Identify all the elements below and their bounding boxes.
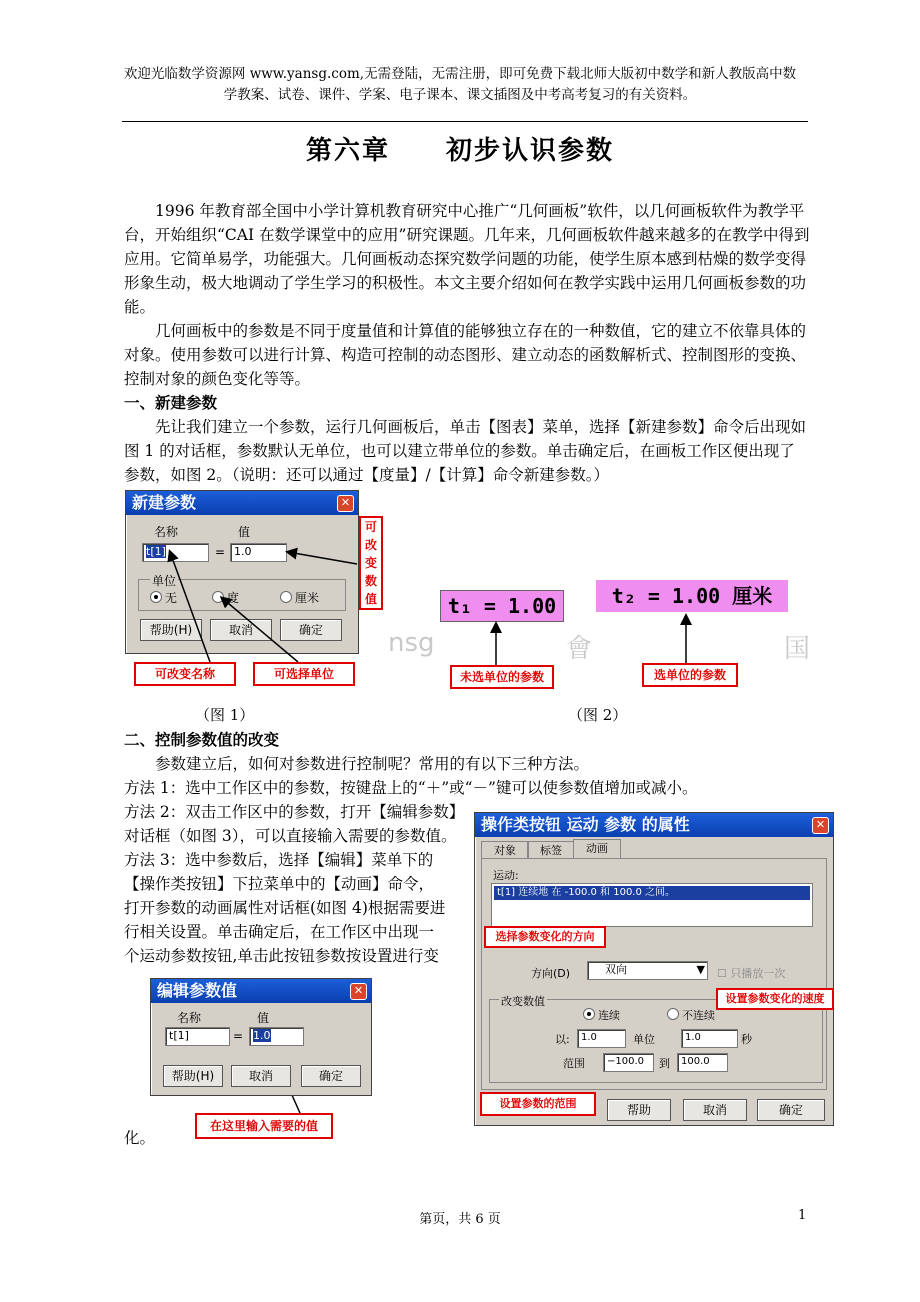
header-line-2: 学教案、试卷、课件、学案、电子课本、课文插图及中考高考复习的有关资料。 xyxy=(223,87,697,103)
close-icon[interactable]: ✕ xyxy=(350,983,367,1000)
method-2-line-2: 对话框（如图 3），可以直接输入需要的参数值。 xyxy=(124,827,457,845)
close-icon[interactable]: ✕ xyxy=(812,817,829,834)
dialog-title: 编辑参数值 xyxy=(157,981,238,1000)
change-value-label: 改变数值 xyxy=(501,995,545,1008)
note-choose-unit: 可选择单位 xyxy=(253,662,355,686)
section-1-paragraph: 先让我们建立一个参数，运行几何画板后，单击【图表】菜单，选择【新建参数】命令后出现如图 1 的对话框，参数默认无单位，也可以建立带单位的参数。单击确定后，在画板工作区便出现了参数，如图 2。（说明：还可以通过【度量】/【计算】命令新建参数。） xyxy=(124,418,807,484)
parameter-t1[interactable]: t₁ = 1.00 xyxy=(440,590,564,622)
equals-sign: = xyxy=(233,1029,244,1043)
equals-sign: = xyxy=(215,545,226,559)
direction-label: 方向(D) xyxy=(531,967,571,980)
name-label: 名称 xyxy=(177,1011,202,1025)
help-button[interactable]: 帮助(H) xyxy=(140,619,202,641)
note-unit-param: 选单位的参数 xyxy=(642,663,738,687)
value-input[interactable]: 1.0 xyxy=(249,1027,304,1046)
change-value-group xyxy=(489,999,823,1083)
method-3-line-1: 方法 3：选中参数后，选择【编辑】菜单下的 xyxy=(124,851,434,869)
section-2-heading: 二、控制参数值的改变 xyxy=(124,730,280,749)
ok-button[interactable]: 确定 xyxy=(757,1099,825,1121)
method-3-line-4: 行相关设置。单击确定后，在工作区中出现一 xyxy=(124,923,435,941)
method-3-line-2: 【操作类按钮】下拉菜单中的【动画】命令， xyxy=(124,875,435,893)
edit-parameter-dialog xyxy=(150,978,372,1096)
name-input[interactable]: t[1] xyxy=(142,543,209,562)
watermark-fragment-3: 国 xyxy=(784,634,811,664)
direction-select[interactable]: 双向 ▼ xyxy=(587,961,708,980)
method-3-line-3: 打开参数的动画属性对话框(如图 4)根据需要进 xyxy=(124,899,446,917)
seconds-label: 秒 xyxy=(741,1033,752,1046)
method-3-line-6: 化。 xyxy=(124,1129,156,1147)
dialog-titlebar xyxy=(151,979,371,1003)
continuous-radio[interactable]: 连续 xyxy=(583,1007,620,1023)
figure-2-caption: （图 2） xyxy=(568,706,628,724)
close-icon[interactable]: ✕ xyxy=(337,495,354,512)
note-change-name: 可改变名称 xyxy=(134,662,236,686)
intro-paragraph-2: 几何画板中的参数是不同于度量值和计算值的能够独立存在的一种数值，它的建立不依靠具体的对象。使用参数可以进行计算、构造可控制的动态图形、建立动态的函数解析式、控制图形的变换、控制对象的颜色变化等等。 xyxy=(124,322,807,388)
note-speed: 设置参数变化的速度 xyxy=(716,988,834,1010)
unit-label: 单位 xyxy=(633,1033,655,1046)
name-input[interactable]: t[1] xyxy=(165,1027,230,1046)
chapter-number: 第六章 xyxy=(305,136,390,166)
value-label: 值 xyxy=(238,525,251,539)
footer-page-number: 1 xyxy=(798,1208,807,1223)
watermark-fragment-2: 會 xyxy=(566,634,593,664)
range-to-input[interactable]: 100.0 xyxy=(677,1053,728,1072)
cancel-button[interactable]: 取消 xyxy=(231,1065,291,1087)
unit-label: 单位 xyxy=(152,574,177,588)
unit-input[interactable]: 1.0 xyxy=(681,1029,738,1048)
tab-label[interactable]: 标签 xyxy=(527,841,575,858)
motion-label: 运动: xyxy=(493,869,519,882)
section-2-intro: 参数建立后，如何对参数进行控制呢？常用的有以下三种方法。 xyxy=(155,755,590,773)
note-direction: 选择参数变化的方向 xyxy=(484,926,606,948)
discontinuous-radio[interactable]: 不连续 xyxy=(667,1007,715,1023)
note-no-unit-param: 未选单位的参数 xyxy=(450,665,554,689)
range-label: 范围 xyxy=(563,1057,585,1070)
header-line-1: 欢迎光临数学资源网 www.yansg.com,无需登陆，无需注册，即可免费下载北师大版初中数学和新人教版高中数 xyxy=(123,66,797,82)
cancel-button[interactable]: 取消 xyxy=(683,1099,747,1121)
help-button[interactable]: 帮助 xyxy=(607,1099,671,1121)
rate-label: 以: xyxy=(555,1033,570,1046)
value-label: 值 xyxy=(257,1011,270,1025)
watermark-fragment-1: nsg xyxy=(388,628,435,658)
section-1-heading: 一、新建参数 xyxy=(124,393,218,412)
rate-input[interactable]: 1.0 xyxy=(577,1029,626,1048)
method-3-line-5: 个运动参数按钮,单击此按钮参数按设置进行变 xyxy=(124,947,439,965)
tab-animation[interactable]: 动画 xyxy=(573,839,621,859)
chapter-name: 初步认识参数 xyxy=(446,136,615,166)
intro-paragraph-1: 1996 年教育部全国中小学计算机教育研究中心推广“几何画板”软件，以几何画板软件为教学平台，开始组织“CAI 在数学课堂中的应用”研究课题。几年来，几何画板软件越来越多的在教学中得到应用。它简单易学，功能强大。几何画板动态探究数学问题的功能，使学生原本感到枯燥的数学变得形象生动，极大地调动了学生学习的积极性。本文主要介绍如何在教学实践中运用几何画板参数的功能。 xyxy=(124,202,810,316)
ok-button[interactable]: 确定 xyxy=(301,1065,361,1087)
dialog-title: 操作类按钮 运动 参数 的属性 xyxy=(481,815,690,834)
figure-1-caption: （图 1） xyxy=(195,706,255,724)
play-once-checkbox[interactable]: ☐ 只播放一次 xyxy=(717,967,786,980)
parameter-t2[interactable]: t₂ = 1.00 厘米 xyxy=(596,580,788,612)
value-input[interactable]: 1.0 xyxy=(230,543,287,562)
help-button[interactable]: 帮助(H) xyxy=(163,1065,223,1087)
method-2-line-1: 方法 2：双击工作区中的参数，打开【编辑参数】 xyxy=(124,803,465,821)
dialog-titlebar xyxy=(475,813,833,837)
animation-properties-dialog xyxy=(474,812,834,1126)
motion-list[interactable] xyxy=(491,883,813,927)
note-change-value: 可改变数值 xyxy=(359,516,383,610)
footer-page-info: 第页，共 6 页 xyxy=(419,1212,501,1227)
range-to-label: 到 xyxy=(659,1057,670,1070)
dialog-title: 新建参数 xyxy=(132,493,197,512)
range-from-input[interactable]: −100.0 xyxy=(603,1053,654,1072)
chevron-down-icon: ▼ xyxy=(696,963,705,976)
motion-list-item[interactable]: t[1] 连续地 在 -100.0 和 100.0 之间。 xyxy=(494,886,810,900)
note-range: 设置参数的范围 xyxy=(480,1092,596,1116)
unit-degree-radio[interactable]: 度 xyxy=(212,589,239,606)
method-1: 方法 1：选中工作区中的参数，按键盘上的“＋”或“－”键可以使参数值增加或减小。 xyxy=(124,779,698,797)
note-enter-value: 在这里输入需要的值 xyxy=(195,1113,333,1139)
ok-button[interactable]: 确定 xyxy=(280,619,342,641)
name-label: 名称 xyxy=(154,525,179,539)
unit-cm-radio[interactable]: 厘米 xyxy=(280,589,319,606)
unit-none-radio[interactable]: 无 xyxy=(150,589,177,606)
tab-object[interactable]: 对象 xyxy=(481,841,529,858)
cancel-button[interactable]: 取消 xyxy=(210,619,272,641)
